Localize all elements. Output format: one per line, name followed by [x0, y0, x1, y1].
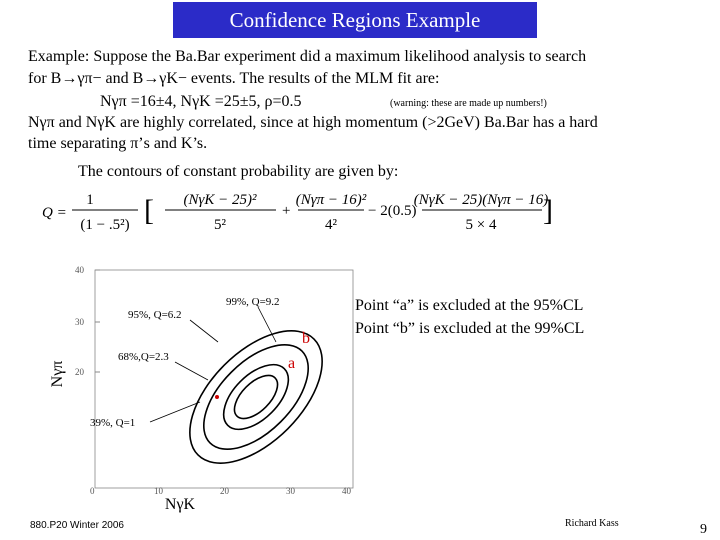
contour-q-9-2 — [166, 307, 346, 487]
formula-t1-num: (NγK − 25)² — [183, 192, 257, 208]
formula-t2-num: (Nγπ − 16)² — [295, 192, 367, 208]
formula-t1-den: 5² — [214, 217, 226, 233]
contour-q-1 — [227, 368, 285, 426]
intro-line-1: Example: Suppose the Ba.Bar experiment did a maximum likelihood analysis to search — [28, 48, 587, 65]
x-tick-label: 30 — [286, 486, 295, 496]
y-axis-label: Nγπ — [49, 360, 66, 388]
contour-formula — [40, 185, 553, 237]
intro-line-2: for B→γπ− and B→γK− events. The results of the MLM fit are: — [28, 70, 440, 87]
footer-course: 880.P20 Winter 2006 — [30, 520, 124, 531]
point-b-note: Point “b” is excluded at the 99%CL — [355, 320, 585, 337]
contour-label-39: 39%, Q=1 — [90, 417, 136, 429]
x-axis-label: NγK — [164, 496, 196, 513]
contours-intro: The contours of constant probability are given by: — [78, 163, 399, 180]
y-tick-label: 40 — [75, 265, 84, 275]
contour-chart — [40, 262, 360, 512]
contour-q-2-3 — [212, 353, 300, 441]
contour-q-6-2 — [185, 326, 326, 467]
formula-t2-den: 4² — [325, 217, 337, 233]
formula-t3-coef: − 2(0.5) — [368, 203, 417, 219]
x-tick-label: 40 — [342, 486, 351, 496]
page-number: 9 — [700, 522, 707, 537]
contour-label-99: 99%, Q=9.2 — [226, 296, 280, 308]
x-tick-label: 10 — [154, 486, 163, 496]
formula-frac1-num: 1 — [86, 192, 94, 208]
formula-bracket-left: [ — [144, 194, 154, 227]
correlation-line-1: Nγπ and NγK are highly correlated, since at high momentum (>2GeV) Ba.Bar has a hard — [28, 114, 598, 131]
footer-author: Richard Kass — [565, 518, 619, 529]
x-tick-label: 20 — [220, 486, 229, 496]
fit-results: Nγπ =16±4, NγK =25±5, ρ=0.5 — [100, 93, 302, 110]
warning-note: (warning: these are made up numbers!) — [390, 98, 547, 109]
formula-plus: + — [282, 203, 291, 219]
y-tick-label: 20 — [75, 367, 84, 377]
x-tick-label: 0 — [90, 486, 95, 496]
slide-title: Confidence Regions Example — [173, 2, 537, 38]
formula-t3-num: (NγK − 25)(Nγπ − 16) — [413, 192, 549, 208]
contour-label-95: 95%, Q=6.2 — [128, 309, 182, 321]
point-a-note: Point “a” is excluded at the 95%CL — [355, 297, 584, 314]
y-tick-label: 30 — [75, 317, 84, 327]
formula-bracket-right: ] — [543, 194, 553, 227]
contour-label-68-pointer — [175, 362, 208, 380]
formula-lhs: Q = — [42, 205, 67, 221]
correlation-line-2: time separating π’s and K’s. — [28, 135, 208, 152]
formula-frac1-den: (1 − .5²) — [80, 217, 130, 233]
point-a-label: a — [288, 355, 296, 372]
contour-label-95-pointer — [190, 320, 218, 342]
formula-t3-den: 5 × 4 — [465, 217, 497, 233]
contour-label-68: 68%,Q=2.3 — [118, 351, 169, 363]
contour-label-39-pointer — [150, 402, 200, 422]
center-point — [215, 395, 219, 399]
point-b-label: b — [302, 330, 310, 347]
